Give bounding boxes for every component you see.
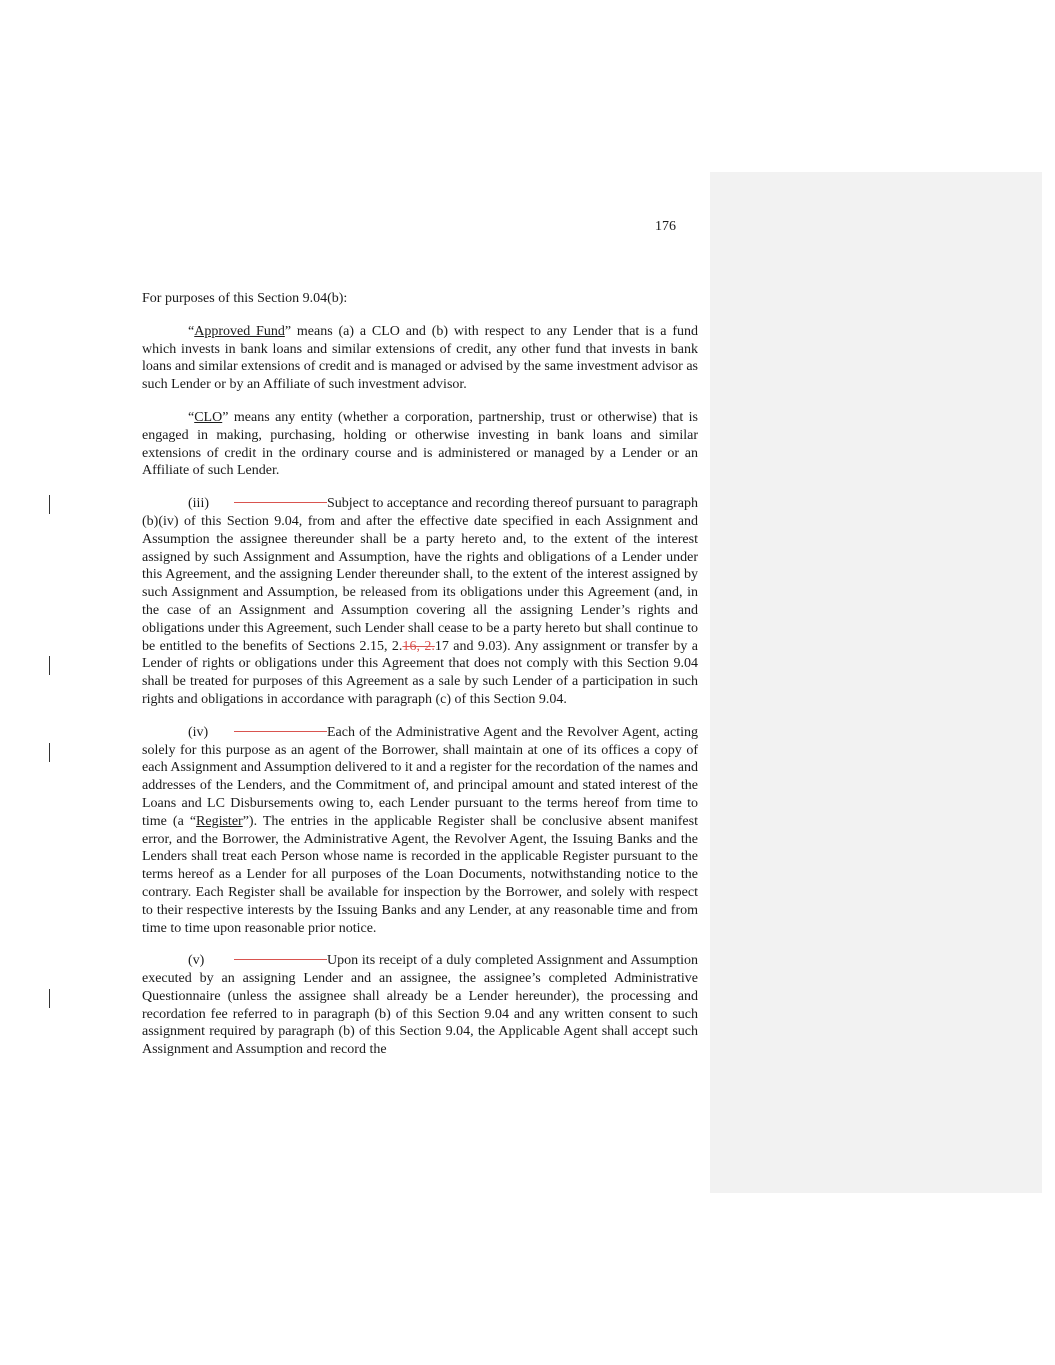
paragraph-v [142,952,698,1059]
close-quote: ” [284,323,292,339]
definition-text: means any entity (whether a corporation, partnership, trust or otherwise) that is engaged in making, purchasing, holding or otherwise investing in bank loans and similar extensions of credit in the ordinary course and is administered or managed by a Lender or an Affiliate of such Lender. [142,409,698,479]
defined-term: Approved Fund [194,323,285,339]
deleted-tab-mark [234,731,327,732]
change-bar [49,743,50,762]
paragraph-iii [142,495,698,709]
paragraph-iv [142,724,698,938]
change-bar [49,656,50,675]
paragraph-text: Each of the Administrative Agent and the Revolver Agent, acting solely for this purpose as an agent of the Borrower, shall maintain at one of its offices a copy of each Assignment and Assumption delivered to it and a register for the recordation of the names and addresses of the Lenders, and the Commitment of, and principal amount and stated interest of the Loans and LC Disbursements owing to, each Lender pursuant to the terms hereof from time to time (a “ [142,724,698,829]
open-quote: “ [188,323,195,339]
definition-clo [142,409,698,480]
definition-approved-fund [142,323,698,394]
close-quote: ” [222,409,229,425]
paragraph-label: (iv) [188,724,209,740]
paragraph-text: Upon its receipt of a duly completed Assignment and Assumption executed by an assigning Lender and an assignee, the assignee’s completed Administrative Questionnaire (unless the assignee shall already be a Lender hereunder), the processing and recordation fee referred to in paragraph (b) of this Section 9.04 and any written consent to such assignment required by paragraph (b) of this Section 9.04, the Applicable Agent shall accept such Assignment and Assumption and record the [142,953,698,1058]
page-number: 176 [655,219,676,234]
deleted-tab-mark [234,502,327,503]
change-bar [49,989,50,1008]
deleted-text: 16, 2. [402,638,435,654]
intro-paragraph: For purposes of this Section 9.04(b): [142,291,348,306]
document-body [142,290,698,1059]
paragraph-text: ”). The entries in the applicable Register shall be conclusive absent manifest error, and the Borrower, the Administrative Agent, the Revolver Agent, the Issuing Banks and the Lenders shall treat each Person whose name is recorded in the applicable Register pursuant to the terms hereof as a Lender for all purposes of the Loan Documents, notwithstanding notice to the contrary. Each Register shall be available for inspection by the Borrower, and solely with respect to their respective interests by the Issuing Banks and any Lender, at any reasonable time and from time to time upon reasonable prior notice. [142,813,698,936]
paragraph-text: Subject to acceptance and recording thereof pursuant to paragraph (b)(iv) of this Section 9.04, from and after the effective date specified in each Assignment and Assumption the assignee thereunder shall be a party hereto and, to the extent of the interest assigned by such Assignment and Assumption, have the rights and obligations of a Lender under this Agreement, and the assigning Lender thereunder shall, to the extent of the interest assigned by such Assignment and Assumption, be released from its obligations under this Agreement (and, in the case of an Assignment and Assumption covering all the assigning Lender’s rights and obligations under this Agreement, such Lender shall cease to be a party hereto but shall continue to be entitled to the benefits of Sections 2.15, 2. [142,496,698,654]
deleted-tab-mark [234,959,327,960]
defined-term: Register [196,813,243,829]
paragraph-text: 17 and 9.03). Any assignment or transfer by a Lender of rights or obligations under this Agreement that does not comply with this Section 9.04 shall be treated for purposes of this Agreement as a sale by such Lender of a participation in such rights and obligations in accordance with paragraph (c) of this Section 9.04. [142,638,699,707]
paragraph-label: (iii) [188,496,209,512]
change-bar [49,495,50,514]
defined-term: CLO [194,409,223,425]
paragraph-label: (v) [188,953,205,969]
comment-pane [710,172,1042,1193]
definition-text: means (a) a CLO and (b) with respect to any Lender that is a fund which invests in bank loans and similar extensions of credit, any other fund that invests in bank loans and similar extensions of credit and is managed or advised by the same investment advisor as such Lender or by an Affiliate of such investment advisor. [142,323,698,393]
open-quote: “ [188,409,195,425]
